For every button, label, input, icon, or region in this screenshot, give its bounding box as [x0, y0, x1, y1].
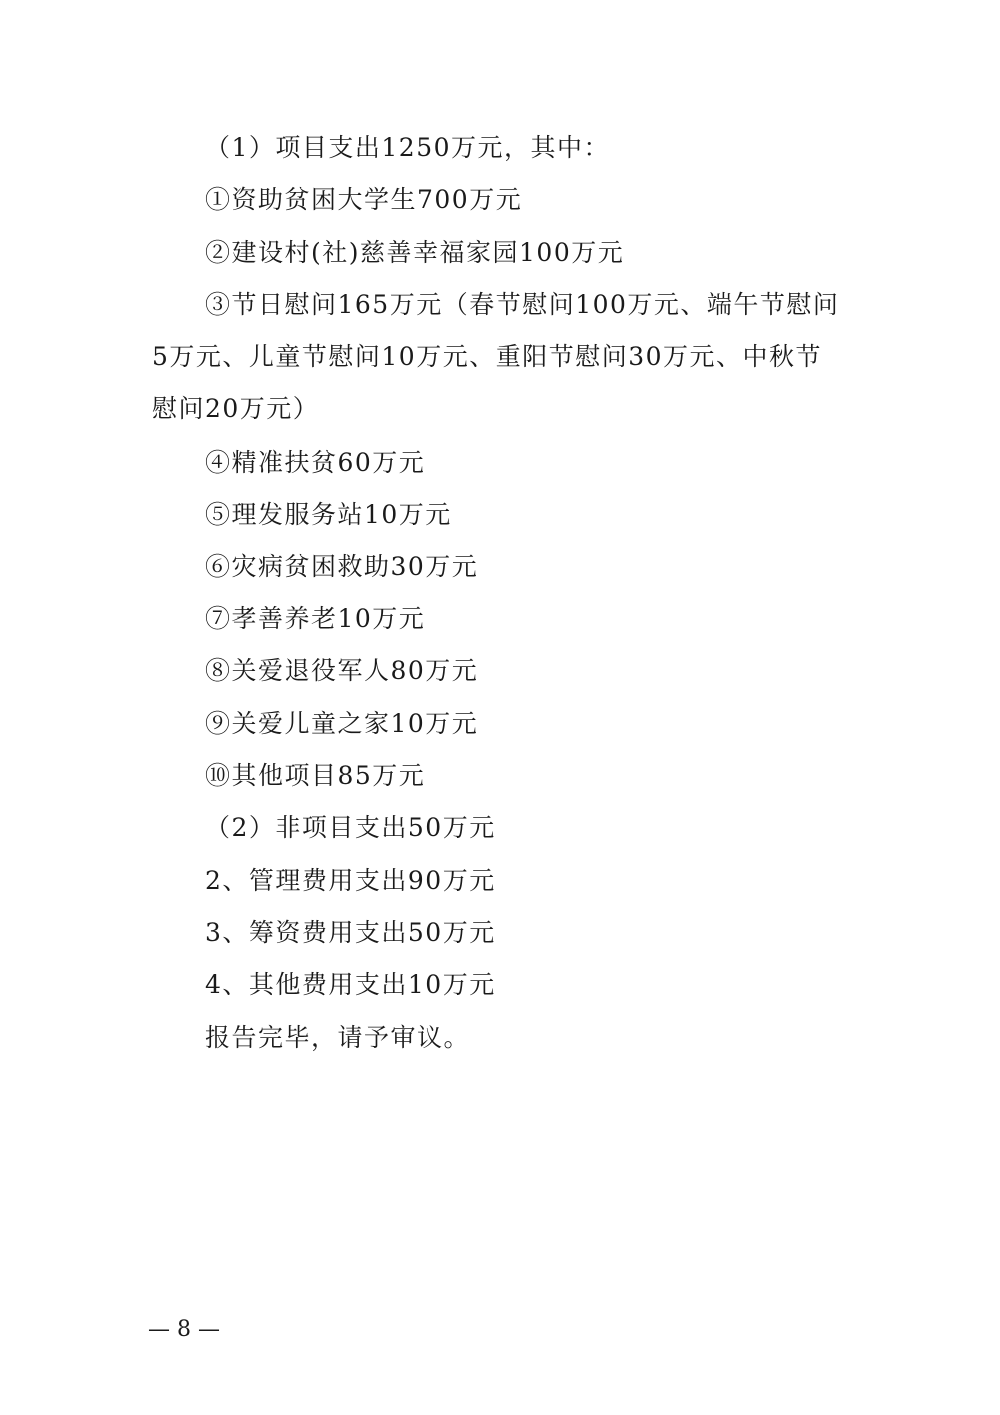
item-other-projects: ⑩其他项目85万元 — [205, 761, 426, 790]
project-expense-heading: （1）项目支出1250万元，其中： — [205, 133, 611, 162]
item-poverty-alleviation: ④精准扶贫60万元 — [205, 448, 426, 477]
item-children-home: ⑨关爱儿童之家10万元 — [205, 709, 479, 738]
item-student-aid: ①资助贫困大学生700万元 — [205, 185, 523, 214]
item-holiday-visits-line-1: ③节日慰问165万元（春节慰问100万元、端午节慰问 — [205, 290, 840, 319]
item-elderly-care: ⑦孝善养老10万元 — [205, 604, 426, 633]
item-holiday-visits-line-3: 慰问20万元） — [152, 394, 320, 423]
item-holiday-visits-line-2: 5万元、儿童节慰问10万元、重阳节慰问30万元、中秋节 — [152, 342, 823, 371]
non-project-expense: （2）非项目支出50万元 — [205, 813, 496, 842]
closing-statement: 报告完毕，请予审议。 — [205, 1023, 471, 1052]
other-expense: 4、其他费用支出10万元 — [205, 970, 496, 999]
page-number: — 8 — — [148, 1317, 220, 1342]
item-disaster-relief: ⑥灾病贫困救助30万元 — [205, 552, 479, 581]
management-expense: 2、管理费用支出90万元 — [205, 866, 496, 895]
fundraising-expense: 3、筹资费用支出50万元 — [205, 918, 496, 947]
item-veterans: ⑧关爱退役军人80万元 — [205, 656, 479, 685]
item-village-home: ②建设村(社)慈善幸福家园100万元 — [205, 238, 625, 267]
item-barber-station: ⑤理发服务站10万元 — [205, 500, 452, 529]
